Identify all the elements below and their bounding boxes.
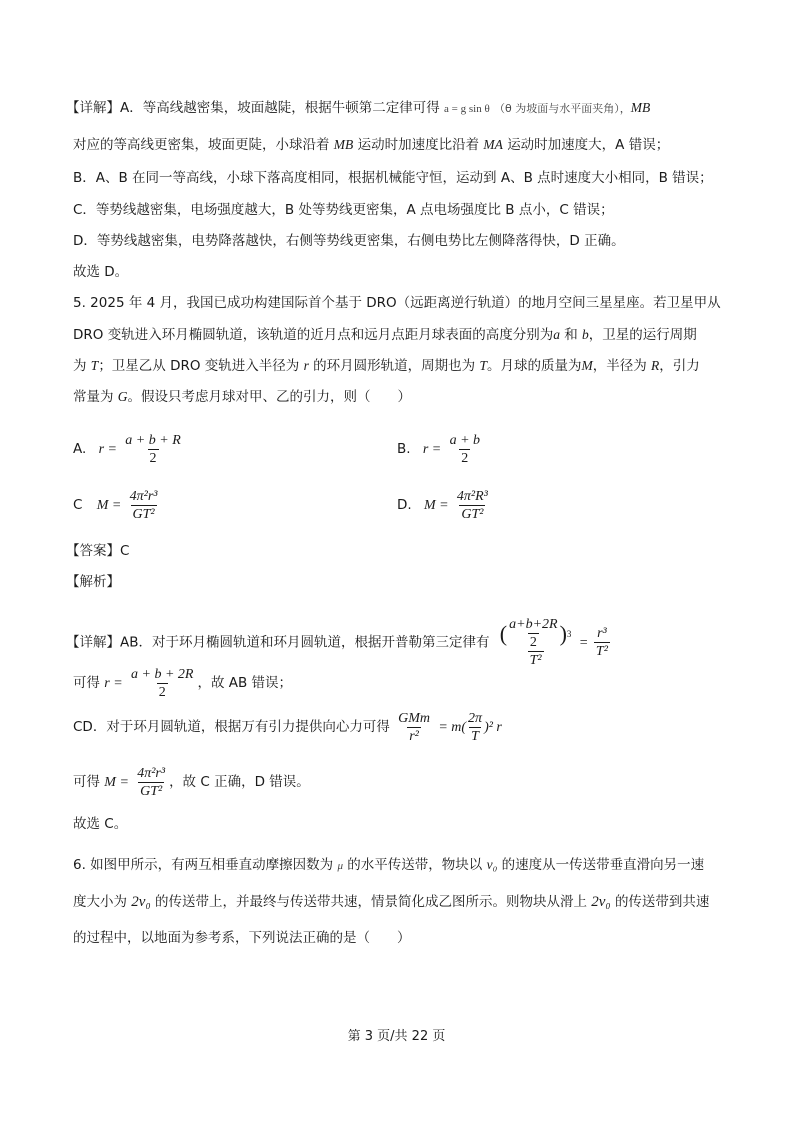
answer-line xyxy=(66,541,129,561)
solution-line-2: 可得 r = $\frac{a + b + 2R}{2}$ ，故 AB 错误； xyxy=(73,666,293,700)
solution-tag: 【详解】 xyxy=(66,634,120,651)
detail-line-3: B．A、B 在同一等高线，小球下落高度相同，根据机械能守恒，运动到 A、B 点时速度大小相同，B 错误； xyxy=(73,170,713,186)
analysis-tag: 【解析】 xyxy=(66,574,120,590)
solution-line-4: 可得 M = $\frac{\text{4π²r³}}{\text{GT²}}$ ，故 C 正确，D 错误。 xyxy=(73,765,310,799)
gravity-fraction: $\frac{\text{GMm}}{\text{r²}}$ xyxy=(398,710,431,744)
q5-line-2: DRO 变轨进入环月椭圆轨道，该轨道的近月点和远月点距月球表面的高度分别为a 和 b，卫星的运行周期 xyxy=(73,327,697,343)
detail-line-5: D．等势线越密集，电势降落越快，右侧等势线更密集，右侧电势比左侧降落得快，D 正确。 xyxy=(73,233,625,249)
option-c: C M = $\frac{\text{4π²r³}}{\text{GT²}}$ xyxy=(73,488,158,522)
formula-acceleration: a = g sin θ xyxy=(444,103,490,115)
answer-tag: 【答案】 xyxy=(66,543,120,559)
page-number: 第 3 页/共 22 页 xyxy=(347,1029,446,1044)
radius-fraction: $\frac{a + b + 2R}{2}$ xyxy=(131,666,194,700)
answer-value: C xyxy=(120,543,130,559)
option-b: B. r = $\frac{a + b}{2}$ xyxy=(397,432,481,466)
solution-line-3: CD．对于环月圆轨道，根据万有引力提供向心力可得 $\frac{\text{GMm}}{\text{r²}}$ = m( $\frac{2\pi}{T}$ )² r xyxy=(73,710,502,744)
kepler-rhs-fraction: $\frac{\text{r³}}{\text{T²}}$ xyxy=(595,626,608,659)
q6-line-1: 6. 如图甲所示，有两互相垂直动摩擦因数为 μ 的水平传送带，物块以 v₀ 的速度从一传送带垂直滑向另一速 xyxy=(73,857,705,873)
option-d-label: D. xyxy=(397,497,412,513)
mass-fraction: $\frac{\text{4π²r³}}{\text{GT²}}$ xyxy=(137,765,166,799)
kepler-lhs-fraction: ( $\frac{a+b+2R}{2}$ ) 3 T² xyxy=(499,617,572,668)
option-a: A. r = $\frac{a + b + R}{2}$ xyxy=(73,432,181,466)
option-a-label: A. xyxy=(73,441,87,457)
conclusion-c: 故选 C。 xyxy=(73,816,128,832)
q5-line-1: 5. 2025 年 4 月，我国已成功构建国际首个基于 DRO（远距离逆行轨道）的地月空间三星星座。若卫星甲从 xyxy=(73,295,721,311)
option-c-label: C xyxy=(73,497,83,513)
omega-fraction: $\frac{2\pi}{T}$ xyxy=(468,710,483,744)
detail-tag: 【详解】 xyxy=(66,100,120,116)
detail-line-1: 【详解】A．等高线越密集，坡面越陡，根据牛顿第二定律可得 a = g sin θ （θ 为坡面与水平面夹角），MB xyxy=(66,100,651,116)
q6-line-2: 度大小为 2v₀ 的传送带上，并最终与传送带共速，情景简化成乙图所示。则物块从滑上 2v₀ 的传送带到共速 xyxy=(73,894,710,910)
q6-line-3: 的过程中，以地面为参考系，下列说法正确的是（ ） xyxy=(73,930,411,946)
conclusion-d: 故选 D。 xyxy=(73,264,129,280)
option-b-label: B. xyxy=(397,441,411,457)
option-c-fraction: $\frac{\text{4π²r³}}{\text{GT²}}$ xyxy=(129,488,158,522)
option-d-fraction: $\frac{\text{4π²R³}}{\text{GT²}}$ xyxy=(456,488,488,522)
option-a-fraction: $\frac{a + b + R}{2}$ xyxy=(125,432,181,466)
option-b-fraction: $\frac{a + b}{2}$ xyxy=(449,432,481,466)
q5-line-3: 为 T；卫星乙从 DRO 变轨进入半径为 r 的环月圆形轨道，周期也为 T。月球的质量为M，半径为 R，引力 xyxy=(73,358,700,374)
detail-line-2: 对应的等高线更密集，坡面更陡，小球沿着 MB 运动时加速度比沿着 MA 运动时加速度大，A 错误； xyxy=(73,137,670,153)
option-d: D. M = $\frac{\text{4π²R³}}{\text{GT²}}$ xyxy=(397,488,488,522)
solution-line-1: 【详解】AB．对于环月椭圆轨道和环月圆轨道，根据开普勒第三定律有 ( $\frac{a+b+2R}{2}$ ) 3 T² = $\frac{\text{r³}}{\text{T²}}$ xyxy=(66,617,608,668)
q5-line-4: 常量为 G。假设只考虑月球对甲、乙的引力，则（ ） xyxy=(73,389,412,405)
detail-line-4: C．等势线越密集，电场强度越大，B 处等势线更密集，A 点电场强度比 B 点小，C 错误； xyxy=(73,202,614,218)
